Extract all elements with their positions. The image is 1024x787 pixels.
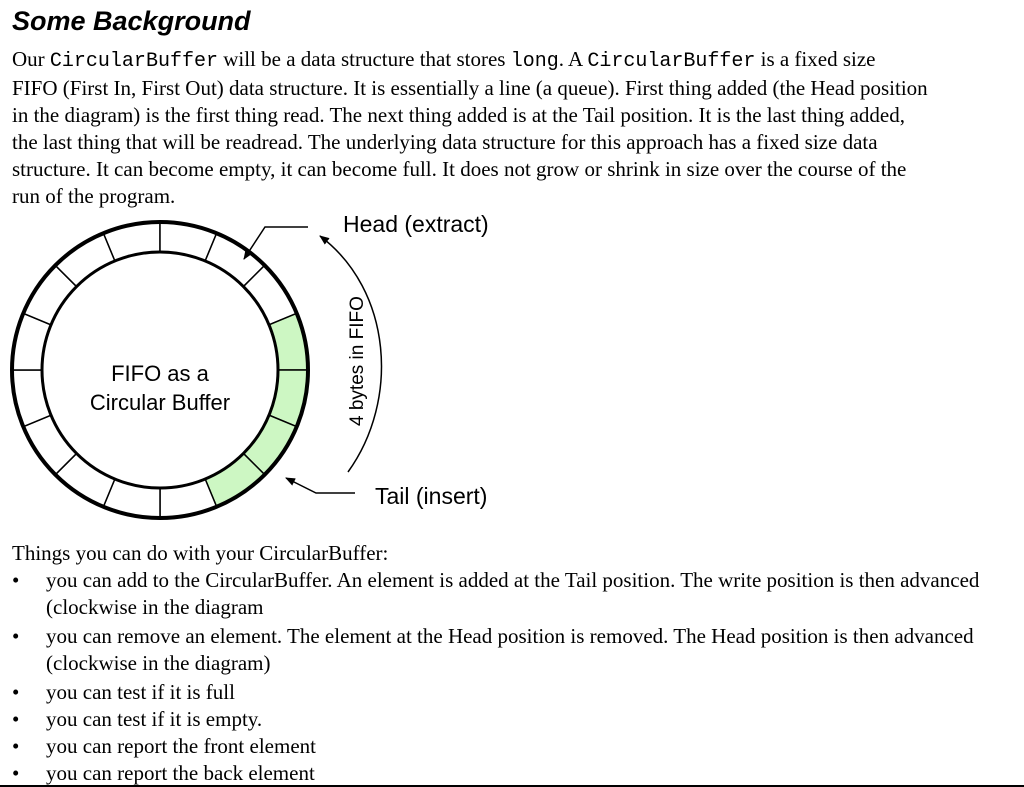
intro-text-1: Our	[12, 47, 50, 71]
list-item: • you can add to the CircularBuffer. An element is added at the Tail position. The write position is then advanced (clockwise in the diagram	[0, 567, 1000, 621]
tail-label: Tail (insert)	[375, 483, 488, 509]
intro-text-3: . A	[558, 47, 588, 71]
list-item: • you can report the back element	[0, 760, 1000, 787]
intro-text-4: is a fixed size FIFO (First In, First Out) data structure. It is essentially a line (a queue). First thing added (the Head position in the diagram) is the first thing read. The next thing added is at the Tail position. It is the last thing added, the last thing that will be readread. The underlying data structure for this approach has a fixed size data structure. It can become empty, it can become full. It does not grow or shrink in size over the course of the run of the program.	[12, 47, 928, 208]
list-item: • you can report the front element	[0, 733, 1000, 760]
list-item: • you can remove an element. The element at the Head position is removed. The Head position is then advanced (clockwise in the diagram)	[0, 623, 1000, 677]
fifo-span-label: 4 bytes in FIFO	[347, 296, 368, 426]
code-circular-buffer-2: CircularBuffer	[587, 50, 756, 73]
things-intro: Things you can do with your CircularBuffer:	[12, 541, 389, 565]
code-long: long	[510, 50, 559, 73]
head-label: Head (extract)	[343, 211, 489, 237]
code-circular-buffer: CircularBuffer	[49, 50, 218, 73]
center-label-line2: Circular Buffer	[89, 390, 231, 415]
center-label-line1: FIFO as a	[111, 361, 209, 386]
list-item: • you can test if it is full	[0, 679, 1000, 706]
section-heading: Some Background	[12, 6, 251, 36]
operations-list	[0, 567, 1000, 787]
tail-pointer	[286, 478, 355, 493]
circular-buffer-diagram	[0, 200, 520, 540]
intro-text-2: will be a data structure that stores	[217, 47, 511, 71]
intro-paragraph	[12, 46, 1022, 210]
list-item: • you can test if it is empty.	[0, 706, 1000, 733]
